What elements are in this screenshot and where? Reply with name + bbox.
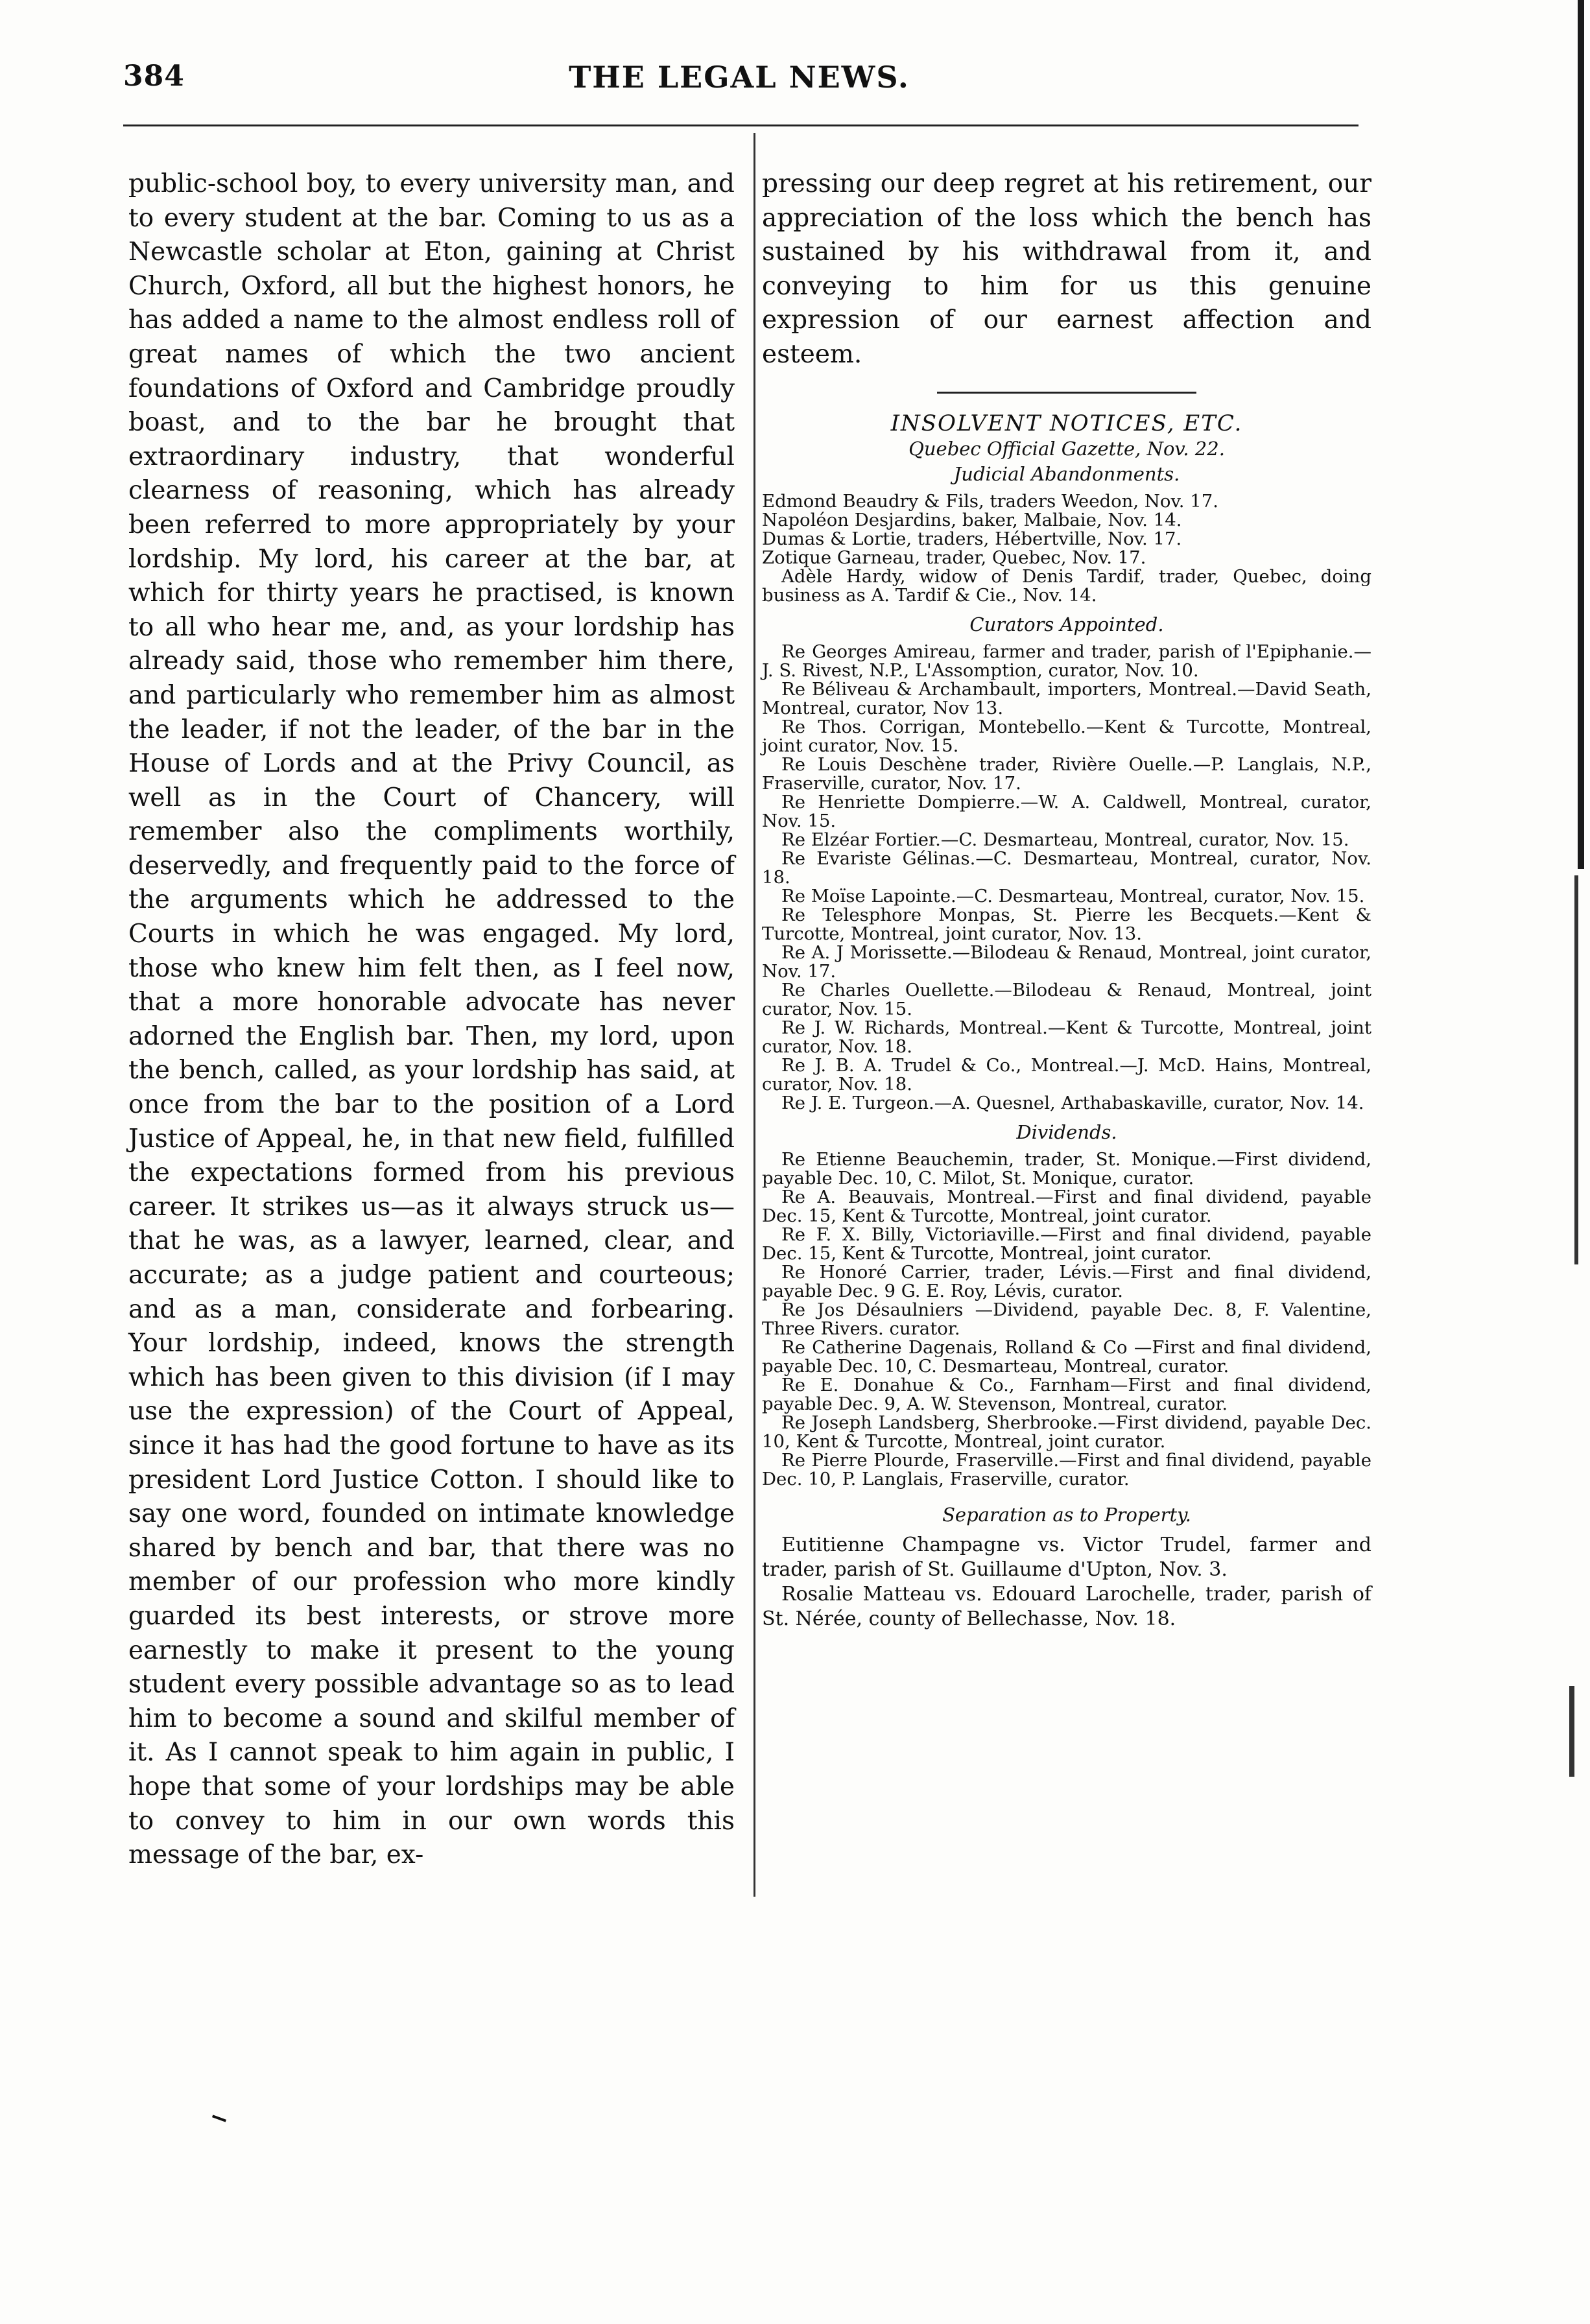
notice-entry: Dumas & Lortie, traders, Hébertville, Nov. 17. — [762, 528, 1182, 549]
gazette-line: Quebec Official Gazette, Nov. 22. — [908, 437, 1225, 460]
notice-entry: Re Charles Ouellette.—Bilodeau & Renaud, Montreal, joint curator, Nov. 15. — [762, 979, 1371, 1019]
notice-entry: Re Henriette Dompierre.—W. A. Caldwell, Montreal, curator, Nov. 15. — [762, 791, 1371, 831]
page-number: 384 — [123, 60, 185, 93]
notice-entry: Re Evariste Gélinas.—C. Desmarteau, Montreal, curator, Nov. 18. — [762, 848, 1371, 888]
notice-entry: Re Telesphore Monpas, St. Pierre les Becquets.—Kent & Turcotte, Montreal, joint curator, Nov. 13. — [762, 904, 1371, 944]
notice-entry: Re Elzéar Fortier.—C. Desmarteau, Montreal, curator, Nov. 15. — [781, 829, 1349, 850]
column-divider — [753, 133, 755, 1897]
letter-continuation: pressing our deep regret at his retirement, our appreciation of the loss which the bench has sustained by his withdrawal from it, and conveying to him for us this genuine expression of our earnest affection and esteem. — [762, 169, 1371, 369]
notice-entry: Re Catherine Dagenais, Rolland & Co —First and final dividend, payable Dec. 10, C. Desmarteau, Montreal, curator. — [762, 1336, 1371, 1377]
notice-entry: Re J. B. A. Trudel & Co., Montreal.—J. McD. Hains, Montreal, curator, Nov. 18. — [762, 1054, 1371, 1095]
notice-entry: Re A. Beauvais, Montreal.—First and final dividend, payable Dec. 15, Kent & Turcotte, Montreal, joint curator. — [762, 1186, 1371, 1226]
section-heading-dividends: Dividends. — [1016, 1120, 1117, 1143]
notice-entry: Re E. Donahue & Co., Farnham—First and final dividend, payable Dec. 9, A. W. Stevenson, Montreal, curator. — [762, 1374, 1371, 1414]
notice-entry: Re Joseph Landsberg, Sherbrooke.—First dividend, payable Dec. 10, Kent & Turcotte, Montreal, joint curator. — [762, 1412, 1371, 1452]
notice-entry: Eutitienne Champagne vs. Victor Trudel, farmer and trader, parish of St. Guillaume d'Upton, Nov. 3. — [762, 1533, 1371, 1581]
notice-entry: Edmond Beaudry & Fils, traders Weedon, Nov. 17. — [762, 490, 1218, 512]
section-rule — [937, 392, 1196, 394]
running-title: THE LEGAL NEWS. — [569, 60, 910, 95]
notice-entry: Re Georges Amireau, farmer and trader, parish of l'Epiphanie.—J. S. Rivest, N.P., L'Assomption, curator, Nov. 10. — [762, 641, 1371, 681]
notice-entry: Re Etienne Beauchemin, trader, St. Monique.—First dividend, payable Dec. 10, C. Milot, St. Monique, curator. — [762, 1148, 1371, 1189]
notice-entry: Re J. W. Richards, Montreal.—Kent & Turcotte, Montreal, joint curator, Nov. 18. — [762, 1017, 1371, 1057]
notice-entry: Napoléon Desjardins, baker, Malbaie, Nov. 14. — [762, 509, 1182, 530]
notice-entry: Re Béliveau & Archambault, importers, Montreal.—David Seath, Montreal, curator, Nov 13. — [762, 678, 1371, 718]
scan-speck — [212, 2115, 226, 2122]
scan-edge-mark — [1578, 0, 1584, 869]
notices-title: INSOLVENT NOTICES, ETC. — [890, 410, 1243, 436]
page-header — [123, 60, 1355, 105]
scan-edge-mark — [1569, 1686, 1574, 1777]
right-column — [762, 167, 1371, 1631]
left-column — [128, 167, 735, 1873]
speech-text: public-school boy, to every university man, and to every student at the bar. Coming to us as a Newcastle scholar at Eton, gaining at Christ Church, Oxford, all but the highest honors, he has added a name to the almost endless roll of great names of which the two ancient foundations of Oxford and Cambridge proudly boast, and to the bar he brought that extraordinary industry, that wonderful clearness of reasoning, which has already been referred to more appropriately by your lordship. My lord, his career at the bar, at which for thirty years he practised, is known to all who hear me, and, as your lordship has already said, those who remember him there, and particularly who remember him as almost the leader, if not the leader, of the bar in the House of Lords and at the Privy Council, as well as in the Court of Chancery, will remember also the compliments worthily, deservedly, and frequently paid to the force of the arguments which he addressed to the Courts in which he was engaged. My lord, those who knew him felt then, as I feel now, that a more honorable advocate has never adorned the English bar. Then, my lord, upon the bench, called, as your lordship has said, at once from the bar to the position of a Lord Justice of Appeal, he, in that new field, fulfilled the expectations formed from his previous career. It strikes us—as it always struck us—that he was, as a lawyer, learned, clear, and accurate; as a judge patient and courteous; and as a man, considerate and forbearing. Your lordship, indeed, knows the strength which has been given to this division (if I may use the expression) of the Court of Appeal, since it has had the good fortune to have as its president Lord Justice Cotton. I should like to say one word, founded on intimate knowledge shared by bench and bar, that there was no member of our profession who more kindly guarded its best interests, or strove more earnestly to make it present to the young student every possible advantage so as to lead him to become a sound and skilful member of it. As I cannot speak to him again in public, I hope that some of your lordships may be able to convey to him in our own words this message of the bar, ex- — [128, 169, 735, 1870]
section-heading-abandonments: Judicial Abandonments. — [953, 462, 1180, 485]
notice-entry: Zotique Garneau, trader, Quebec, Nov. 17. — [762, 547, 1146, 568]
notice-entry: Adèle Hardy, widow of Denis Tardif, trader, Quebec, doing business as A. Tardif & Cie., Nov. 14. — [762, 565, 1371, 606]
notice-entry: Re Thos. Corrigan, Montebello.—Kent & Turcotte, Montreal, joint curator, Nov. 15. — [762, 716, 1371, 756]
section-heading-curators: Curators Appointed. — [969, 613, 1164, 635]
notice-entry: Re Honoré Carrier, trader, Lévis.—First and final dividend, payable Dec. 9 G. E. Roy, Lévis, curator. — [762, 1261, 1371, 1301]
notice-entry: Re Moïse Lapointe.—C. Desmarteau, Montreal, curator, Nov. 15. — [781, 885, 1365, 907]
notice-entry: Rosalie Matteau vs. Edouard Larochelle, trader, parish of St. Nérée, county of Bellechasse, Nov. 18. — [762, 1582, 1371, 1630]
header-rule — [123, 124, 1359, 126]
scan-edge-mark — [1574, 875, 1578, 1264]
notice-entry: Re Pierre Plourde, Fraserville.—First and final dividend, payable Dec. 10, P. Langlais, Fraserville, curator. — [762, 1449, 1371, 1489]
notice-entry: Re Louis Deschène trader, Rivière Ouelle.—P. Langlais, N.P., Fraserville, curator, Nov. 17. — [762, 753, 1371, 794]
notice-entry: Re A. J Morissette.—Bilodeau & Renaud, Montreal, joint curator, Nov. 17. — [762, 942, 1371, 982]
notice-entry: Re F. X. Billy, Victoriaville.—First and final dividend, payable Dec. 15, Kent & Turcotte, Montreal, joint curator. — [762, 1224, 1371, 1264]
notice-entry: Re Jos Désaulniers —Dividend, payable Dec. 8, F. Valentine, Three Rivers. curator. — [762, 1299, 1371, 1339]
section-heading-separation: Separation as to Property. — [942, 1503, 1191, 1526]
notice-entry: Re J. E. Turgeon.—A. Quesnel, Arthabaskaville, curator, Nov. 14. — [781, 1092, 1364, 1113]
